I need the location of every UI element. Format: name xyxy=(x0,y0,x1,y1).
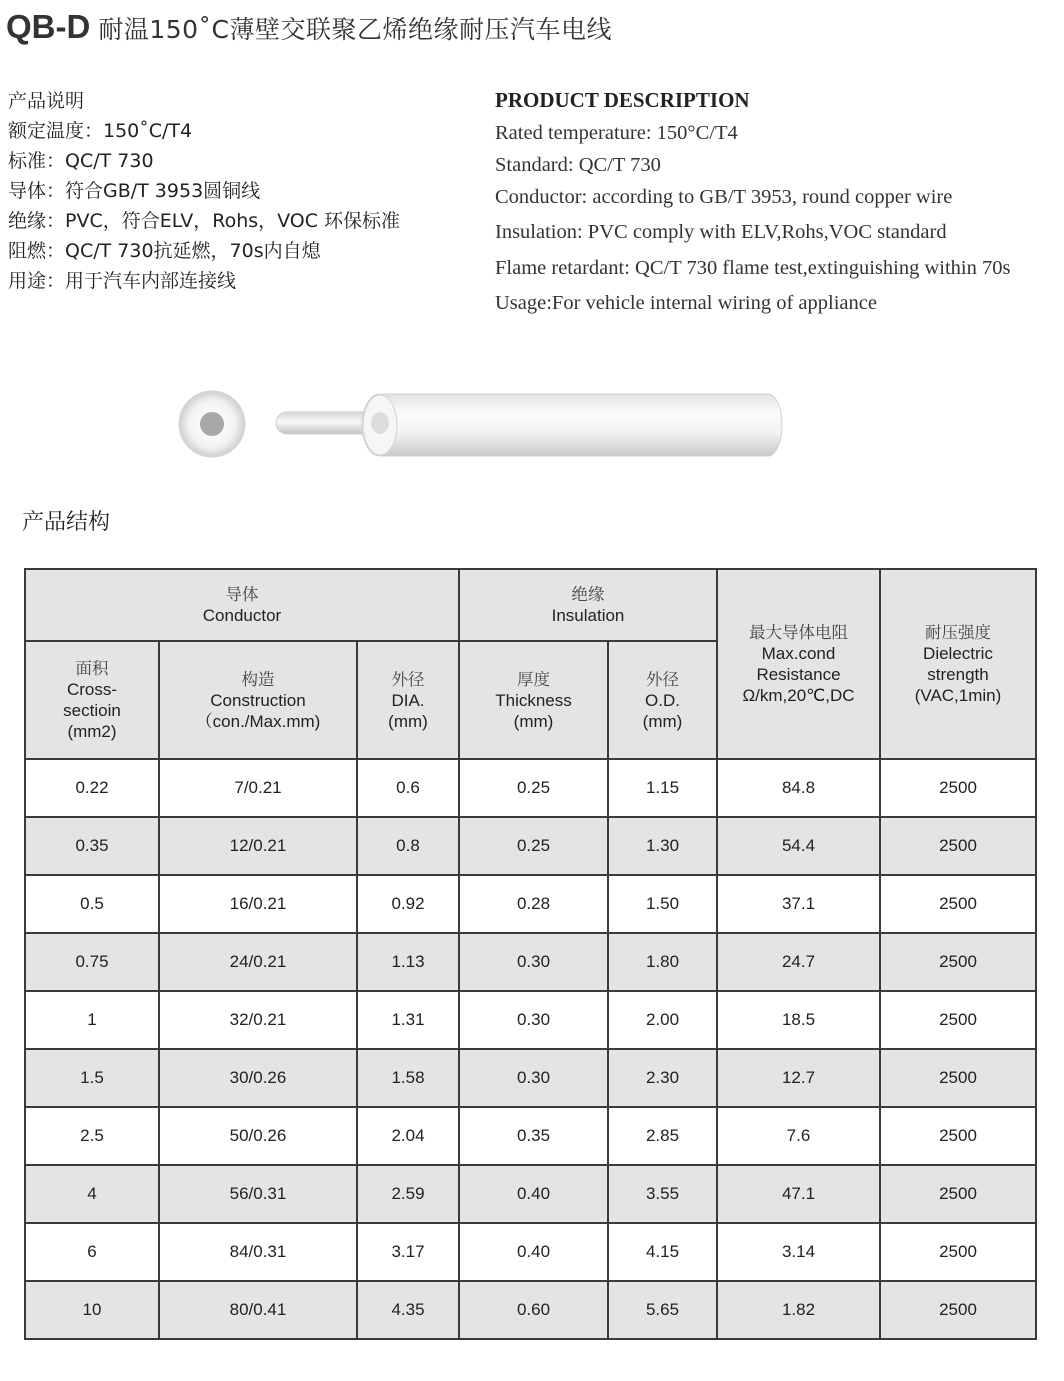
cell-resistance: 37.1 xyxy=(717,875,880,933)
cell-od: 1.80 xyxy=(608,933,717,991)
cell-dia: 4.35 xyxy=(357,1281,459,1339)
cell-resistance: 1.82 xyxy=(717,1281,880,1339)
cell-thickness: 0.35 xyxy=(459,1107,608,1165)
product-code: QB-D xyxy=(6,8,91,45)
table-row xyxy=(25,1049,1036,1107)
cell-dielectric: 2500 xyxy=(880,759,1036,817)
cell-dia: 0.8 xyxy=(357,817,459,875)
cell-dia: 0.6 xyxy=(357,759,459,817)
section-title: 产品结构 xyxy=(22,510,111,535)
cell-resistance: 47.1 xyxy=(717,1165,880,1223)
cell-dia: 2.04 xyxy=(357,1107,459,1165)
cell-dia: 1.58 xyxy=(357,1049,459,1107)
cell-construction: 24/0.21 xyxy=(159,933,357,991)
en-desc-line: Standard: QC/T 730 xyxy=(495,154,661,176)
wire-illustration xyxy=(170,380,810,470)
table-row xyxy=(25,817,1036,875)
cell-od: 2.85 xyxy=(608,1107,717,1165)
table-row xyxy=(25,1223,1036,1281)
cell-thickness: 0.25 xyxy=(459,817,608,875)
cell-od: 2.00 xyxy=(608,991,717,1049)
cn-desc-line: 绝缘：PVC，符合ELV，Rohs，VOC 环保标准 xyxy=(8,210,401,232)
product-name: 耐温150˚C薄壁交联聚乙烯绝缘耐压汽车电线 xyxy=(98,15,613,44)
cn-description xyxy=(8,86,400,296)
cell-thickness: 0.30 xyxy=(459,1049,608,1107)
en-desc-line: Usage:For vehicle internal wiring of appliance xyxy=(495,292,877,314)
cell-cross-section: 1.5 xyxy=(25,1049,159,1107)
cell-od: 1.30 xyxy=(608,817,717,875)
page-title xyxy=(6,8,612,46)
cell-dia: 1.31 xyxy=(357,991,459,1049)
cell-dielectric: 2500 xyxy=(880,933,1036,991)
cell-construction: 80/0.41 xyxy=(159,1281,357,1339)
table-row xyxy=(25,991,1036,1049)
cell-cross-section: 1 xyxy=(25,991,159,1049)
cell-od: 3.55 xyxy=(608,1165,717,1223)
header-od: 外径 O.D. (mm) xyxy=(608,641,717,759)
en-desc-line: Flame retardant: QC/T 730 flame test,extinguishing within 70s xyxy=(495,257,1011,279)
cell-dia: 1.13 xyxy=(357,933,459,991)
cell-construction: 30/0.26 xyxy=(159,1049,357,1107)
cn-desc-line: 阻燃：QC/T 730抗延燃，70s内自熄 xyxy=(8,240,321,262)
cell-resistance: 3.14 xyxy=(717,1223,880,1281)
cell-cross-section: 0.5 xyxy=(25,875,159,933)
cell-construction: 32/0.21 xyxy=(159,991,357,1049)
cell-thickness: 0.30 xyxy=(459,933,608,991)
cell-dia: 3.17 xyxy=(357,1223,459,1281)
cn-desc-line: 导体：符合GB/T 3953圆铜线 xyxy=(8,180,261,202)
cell-cross-section: 4 xyxy=(25,1165,159,1223)
cell-resistance: 12.7 xyxy=(717,1049,880,1107)
wire-side-view xyxy=(276,394,782,456)
header-dielectric: 耐压强度 Dielectric strength (VAC,1min) xyxy=(880,569,1036,759)
cell-dia: 0.92 xyxy=(357,875,459,933)
table-row xyxy=(25,1281,1036,1339)
cell-cross-section: 0.75 xyxy=(25,933,159,991)
cell-od: 1.50 xyxy=(608,875,717,933)
cell-resistance: 54.4 xyxy=(717,817,880,875)
cell-thickness: 0.60 xyxy=(459,1281,608,1339)
cell-od: 5.65 xyxy=(608,1281,717,1339)
cell-resistance: 24.7 xyxy=(717,933,880,991)
header-thickness: 厚度 Thickness (mm) xyxy=(459,641,608,759)
cell-construction: 56/0.31 xyxy=(159,1165,357,1223)
cell-resistance: 7.6 xyxy=(717,1107,880,1165)
cell-thickness: 0.25 xyxy=(459,759,608,817)
cell-construction: 12/0.21 xyxy=(159,817,357,875)
en-desc-line: Conductor: according to GB/T 3953, round copper wire xyxy=(495,186,953,208)
cn-desc-line: 标准：QC/T 730 xyxy=(8,150,154,172)
cell-dielectric: 2500 xyxy=(880,1165,1036,1223)
cell-dielectric: 2500 xyxy=(880,1049,1036,1107)
cell-dielectric: 2500 xyxy=(880,991,1036,1049)
header-insulation: 绝缘 Insulation xyxy=(459,569,717,641)
cell-resistance: 84.8 xyxy=(717,759,880,817)
table-row xyxy=(25,875,1036,933)
table-row xyxy=(25,759,1036,817)
en-desc-heading: PRODUCT DESCRIPTION xyxy=(495,88,750,112)
cn-desc-line: 用途：用于汽车内部连接线 xyxy=(8,270,237,292)
header-resistance: 最大导体电阻 Max.cond Resistance Ω/km,20℃,DC xyxy=(717,569,880,759)
cell-dielectric: 2500 xyxy=(880,1107,1036,1165)
cell-dielectric: 2500 xyxy=(880,875,1036,933)
cell-cross-section: 0.35 xyxy=(25,817,159,875)
cell-dielectric: 2500 xyxy=(880,1281,1036,1339)
cell-construction: 50/0.26 xyxy=(159,1107,357,1165)
cell-construction: 7/0.21 xyxy=(159,759,357,817)
cell-cross-section: 6 xyxy=(25,1223,159,1281)
cell-od: 2.30 xyxy=(608,1049,717,1107)
cell-thickness: 0.30 xyxy=(459,991,608,1049)
cell-construction: 16/0.21 xyxy=(159,875,357,933)
cell-thickness: 0.28 xyxy=(459,875,608,933)
cell-dielectric: 2500 xyxy=(880,817,1036,875)
wire-end-view xyxy=(179,391,245,457)
header-conductor: 导体 Conductor xyxy=(25,569,459,641)
cell-dia: 2.59 xyxy=(357,1165,459,1223)
cell-thickness: 0.40 xyxy=(459,1223,608,1281)
header-dia: 外径 DIA. (mm) xyxy=(357,641,459,759)
header-cross-section: 面积 Cross- sectioin (mm2) xyxy=(25,641,159,759)
en-desc-line: Rated temperature: 150°C/T4 xyxy=(495,122,738,144)
cell-od: 1.15 xyxy=(608,759,717,817)
cell-cross-section: 10 xyxy=(25,1281,159,1339)
cn-desc-line: 产品说明 xyxy=(8,90,85,112)
en-desc-line: Insulation: PVC comply with ELV,Rohs,VOC standard xyxy=(495,221,947,243)
table-row xyxy=(25,1165,1036,1223)
spec-table-body xyxy=(25,759,1036,1339)
cell-od: 4.15 xyxy=(608,1223,717,1281)
table-row xyxy=(25,933,1036,991)
cell-cross-section: 2.5 xyxy=(25,1107,159,1165)
cell-resistance: 18.5 xyxy=(717,991,880,1049)
cell-thickness: 0.40 xyxy=(459,1165,608,1223)
cn-desc-line: 额定温度：150˚C/T4 xyxy=(8,120,193,142)
header-construction: 构造 Construction （con./Max.mm) xyxy=(159,641,357,759)
en-description xyxy=(495,84,1010,320)
spec-table xyxy=(24,568,1037,1340)
cell-cross-section: 0.22 xyxy=(25,759,159,817)
cell-construction: 84/0.31 xyxy=(159,1223,357,1281)
cell-dielectric: 2500 xyxy=(880,1223,1036,1281)
table-row xyxy=(25,1107,1036,1165)
